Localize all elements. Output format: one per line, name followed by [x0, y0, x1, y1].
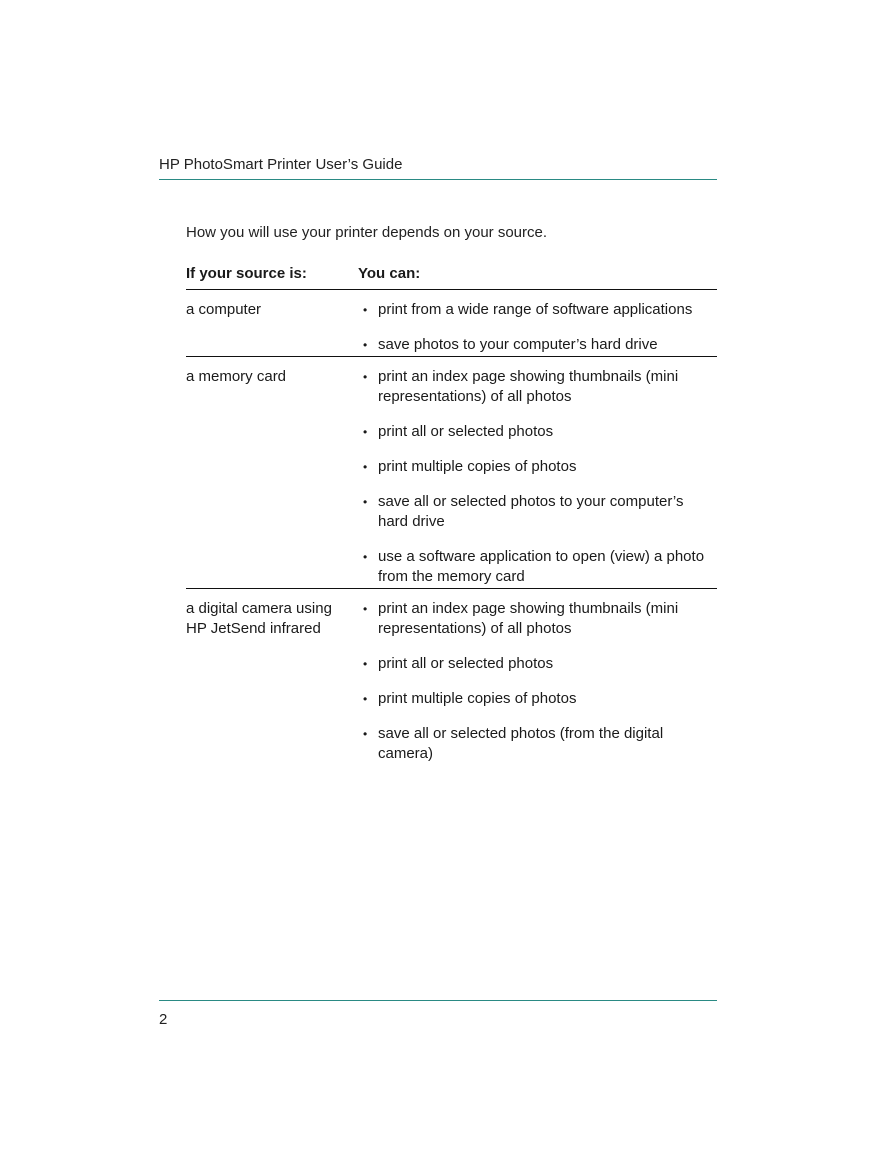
bullet-icon: •: [363, 338, 368, 352]
footer-rule: [159, 1000, 717, 1001]
bullet-icon: •: [363, 692, 368, 706]
action-text: use a software application to open (view) a photo from the memory card: [378, 548, 705, 585]
table-row: [186, 589, 717, 765]
bullet-icon: •: [363, 460, 368, 474]
column-header-source: If your source is:: [186, 265, 307, 282]
bullet-icon: •: [363, 602, 368, 616]
action-text: print an index page showing thumbnails (mini representations) of all photos: [378, 368, 679, 405]
table-row: [186, 290, 717, 357]
table-row: [186, 357, 717, 589]
action-item: [358, 422, 717, 442]
action-text: print multiple copies of photos: [378, 458, 577, 475]
action-text: print multiple copies of photos: [378, 690, 577, 707]
bullet-icon: •: [363, 657, 368, 671]
action-item: [358, 300, 717, 320]
action-list: [358, 367, 717, 588]
action-text: save photos to your computer’s hard drive: [378, 336, 658, 353]
running-header: [159, 155, 717, 180]
bullet-icon: •: [363, 495, 368, 509]
bullet-icon: •: [363, 370, 368, 384]
action-item: [358, 724, 717, 764]
intro-paragraph: How you will use your printer depends on your source.: [186, 224, 548, 241]
page-number: 2: [159, 1011, 168, 1028]
bullet-icon: •: [363, 303, 368, 317]
action-text: save all or selected photos to your computer’s hard drive: [378, 493, 684, 530]
table-body: [186, 290, 717, 765]
source-usage-table: [186, 264, 717, 765]
action-item: [358, 367, 717, 407]
bullet-icon: •: [363, 550, 368, 564]
source-cell: a computer: [186, 301, 262, 318]
table-header-row: [186, 264, 717, 290]
action-text: print an index page showing thumbnails (mini representations) of all photos: [378, 600, 679, 637]
header-title: HP PhotoSmart Printer User’s Guide: [159, 156, 403, 173]
action-text: print all or selected photos: [378, 423, 554, 440]
action-item: [358, 654, 717, 674]
action-item: [358, 689, 717, 709]
action-text: print from a wide range of software applications: [378, 301, 693, 318]
action-text: save all or selected photos (from the digital camera): [378, 725, 664, 762]
action-item: [358, 547, 717, 587]
action-item: [358, 457, 717, 477]
action-item: [358, 335, 717, 355]
source-cell: a digital camera using HP JetSend infrared: [186, 600, 332, 637]
column-header-actions: You can:: [358, 265, 421, 282]
action-text: print all or selected photos: [378, 655, 554, 672]
bullet-icon: •: [363, 727, 368, 741]
action-item: [358, 492, 717, 532]
source-cell: a memory card: [186, 368, 287, 385]
bullet-icon: •: [363, 425, 368, 439]
action-list: [358, 599, 717, 765]
action-list: [358, 300, 717, 356]
action-item: [358, 599, 717, 639]
